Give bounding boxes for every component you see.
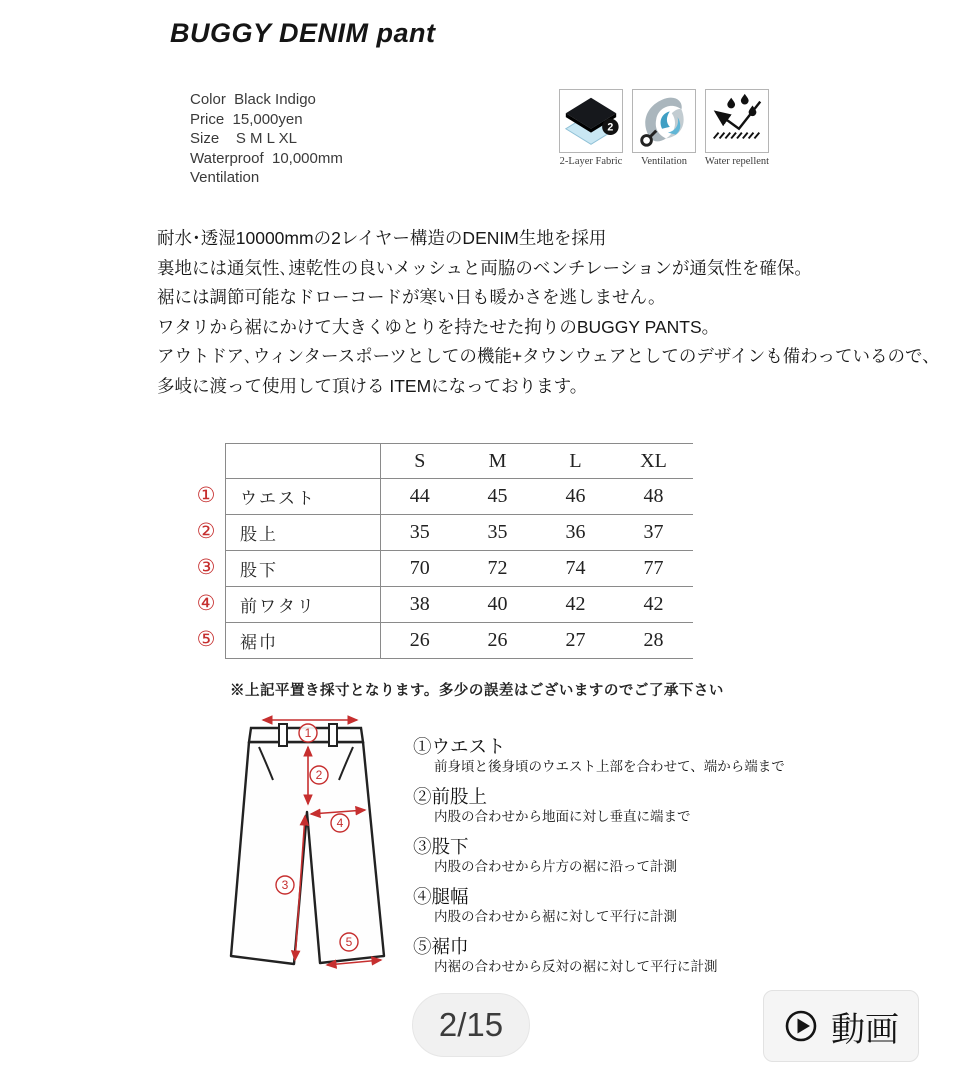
row-label-inseam: 股下 <box>226 551 381 587</box>
feature-2layer <box>559 89 623 167</box>
two-layer-fabric-icon <box>559 89 623 153</box>
ventilation-icon <box>632 89 696 153</box>
marker-3: ③ <box>196 556 216 579</box>
feature-icons <box>559 89 769 167</box>
diagram-label-3: 3 <box>281 878 289 892</box>
feature-ventilation <box>632 89 696 167</box>
table-row: 股上 35 35 36 37 <box>226 515 693 551</box>
guide-item: ②前股上 内股の合わせから地面に対し垂直に端まで <box>413 786 691 824</box>
measurement-note: ※上記平置き採寸となります。多少の誤差はございますのでご了承下さい <box>230 683 724 699</box>
desc-line: 裏地には通気性､速乾性の良いメッシュと両脇のベンチレーションが通気性を確保。 <box>157 257 812 278</box>
two-layer-caption: 2-Layer Fabric <box>559 156 623 167</box>
svg-text:2: 2 <box>607 121 614 134</box>
desc-line: 多岐に渡って使用して頂ける ITEMになっております。 <box>157 375 588 396</box>
page-title: BUGGY DENIM pant <box>170 18 436 48</box>
table-row: 裾巾 26 26 27 28 <box>226 623 693 659</box>
diagram-label-5: 5 <box>345 935 353 949</box>
marker-2: ② <box>196 520 216 543</box>
desc-line: 耐水･透湿10000mmの2レイヤー構造のDENIM生地を採用 <box>157 228 607 248</box>
image-pager-badge <box>412 993 530 1057</box>
desc-line: アウトドア､ウィンタースポーツとしての機能+タウンウェアとしてのデザインも備わっているので、 <box>157 346 940 366</box>
diagram-label-2: 2 <box>315 768 323 782</box>
col-xl: XL <box>615 444 693 479</box>
pager-label: 2/15 <box>438 1006 504 1043</box>
table-row: ウエスト 44 45 46 48 <box>226 479 693 515</box>
row-label-thigh: 前ワタリ <box>226 587 381 623</box>
water-repellent-caption: Water repellent <box>704 156 770 167</box>
feature-water-repellent <box>705 89 769 167</box>
spec-list <box>190 90 343 188</box>
belt-loop <box>279 724 287 746</box>
marker-4: ④ <box>196 592 216 615</box>
measurement-guide <box>413 735 843 985</box>
water-repellent-icon <box>705 89 769 153</box>
col-m: M <box>459 444 537 479</box>
table-row: 前ワタリ 38 40 42 42 <box>226 587 693 623</box>
row-label-hem: 裾巾 <box>226 623 381 659</box>
video-button-label: 動画 <box>831 1010 899 1049</box>
spec-size: Size S M L XL <box>190 130 297 147</box>
guide-item: ③股下 内股の合わせから片方の裾に沿って計測 <box>413 836 677 874</box>
row-label-waist: ウエスト <box>226 479 381 515</box>
desc-line: ワタリから裾にかけて大きくゆとりを持たせた拘りのBUGGY PANTS。 <box>157 316 720 337</box>
spec-color: Color Black Indigo <box>190 91 316 108</box>
product-description <box>157 224 940 401</box>
size-table <box>225 443 693 659</box>
diagram-label-1: 1 <box>304 726 312 740</box>
video-button[interactable] <box>763 990 919 1062</box>
diagram-label-4: 4 <box>336 816 344 830</box>
guide-item: ⑤裾巾 内裾の合わせから反対の裾に対して平行に計測 <box>413 936 718 974</box>
col-s: S <box>381 444 459 479</box>
guide-item: ④腿幅 内股の合わせから裾に対して平行に計測 <box>413 886 677 924</box>
play-icon <box>783 1008 819 1044</box>
spec-waterproof: Waterproof 10,000mm <box>190 149 343 167</box>
marker-1: ① <box>196 484 216 507</box>
row-label-rise: 股上 <box>226 515 381 551</box>
size-table-corner <box>226 444 381 479</box>
spec-ventilation: Ventilation <box>190 169 260 186</box>
col-l: L <box>537 444 615 479</box>
spec-price: Price 15,000yen <box>190 110 303 128</box>
guide-item: ①ウエスト 前身頃と後身頃のウエスト上部を合わせて、端から端まで <box>413 736 785 774</box>
table-row: 股下 70 72 74 77 <box>226 551 693 587</box>
pants-measurement-diagram <box>215 712 405 984</box>
desc-line: 裾には調節可能なドローコードが寒い日も暖かさを逃しません。 <box>157 287 666 307</box>
size-table-header <box>226 444 693 479</box>
belt-loop <box>329 724 337 746</box>
ventilation-caption: Ventilation <box>640 156 688 167</box>
marker-5: ⑤ <box>196 628 216 651</box>
